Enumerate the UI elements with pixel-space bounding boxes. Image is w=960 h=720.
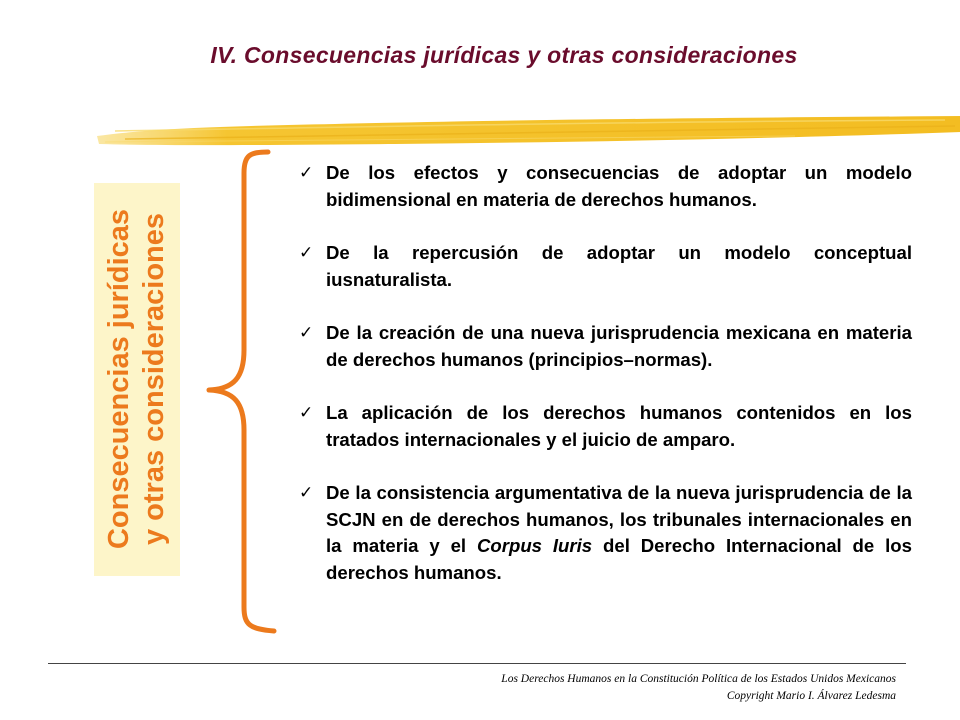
footer-divider [48, 663, 906, 664]
footer [501, 671, 896, 705]
bullet-text-part: del Derecho Internacional de los derechos humanos. [326, 535, 912, 583]
list-item [297, 240, 912, 293]
check-mark-icon: ✓ [299, 163, 314, 183]
check-mark-icon: ✓ [299, 403, 314, 423]
bullet-text: De los efectos y consecuencias de adoptar un modelo bidimensional en materia de derechos humanos. [326, 162, 912, 210]
list-item [297, 400, 912, 453]
side-label-line-1: Consecuencias jurídicas [103, 208, 135, 550]
check-mark-icon: ✓ [299, 243, 314, 263]
check-mark-icon: ✓ [299, 483, 314, 503]
bullet-text-part: De la consistencia argumentativa de la nueva jurisprudencia de la SCJN en de derechos humanos, los tribunales internacionales en la materia y el [326, 482, 912, 556]
list-item [297, 320, 912, 373]
footer-line-2: Copyright Mario I. Álvarez Ledesma [726, 690, 896, 702]
italic-term: Corpus Iuris [476, 535, 593, 556]
slide-title: IV. Consecuencias jurídicas y otras consideraciones [210, 42, 798, 68]
list-item [297, 480, 912, 586]
bullet-text: De la creación de una nueva jurisprudencia mexicana en materia de derechos humanos (principios–normas). [326, 322, 912, 370]
curly-brace [200, 145, 290, 635]
list-item [297, 160, 912, 213]
side-label-line-2: y otras consideraciones [138, 212, 170, 546]
footer-line-1: Los Derechos Humanos en la Constitución Política de los Estados Unidos Mexicanos [501, 673, 896, 685]
check-mark-icon: ✓ [299, 323, 314, 343]
bullet-text [326, 482, 912, 583]
bullet-list [297, 160, 912, 613]
bullet-text: La aplicación de los derechos humanos contenidos en los tratados internacionales y el juicio de amparo. [326, 402, 912, 450]
side-label [102, 209, 172, 549]
yellow-brush-stroke [95, 110, 960, 150]
bullet-text: De la repercusión de adoptar un modelo conceptual iusnaturalista. [326, 242, 912, 290]
